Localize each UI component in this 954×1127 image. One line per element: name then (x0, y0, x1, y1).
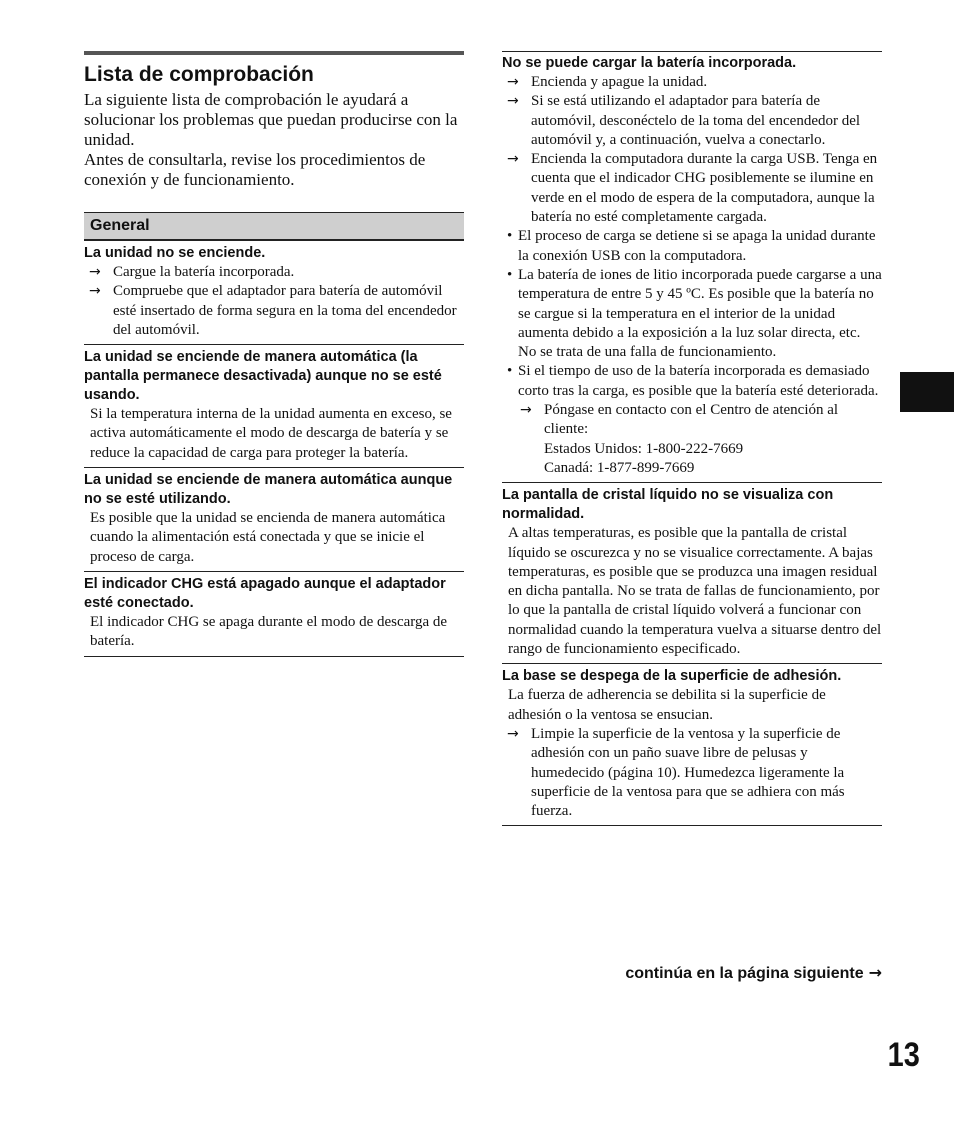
title-rule (84, 51, 464, 55)
contact-phone-us: Estados Unidos: 1-800-222-7669 (544, 440, 744, 457)
remedy-item: → Encienda y apague la unidad. (502, 73, 882, 92)
note-bullet: • La batería de iones de litio incorporada puede cargarse a una temperatura de entre 5 y 45 ºC. Es posible que la batería no se cargue si la temperatura en el interior de la unidad aumenta debido a la exposición a la luz solar directa, etc. No se trata de una falla de funcionamiento. (502, 266, 882, 362)
continue-text: continúa en la página siguiente (625, 965, 864, 982)
troubleshoot-entry (502, 483, 882, 664)
note-bullet: • El proceso de carga se detiene si se apaga la unidad durante la conexión USB con la computadora. (502, 227, 882, 266)
continue-note (502, 963, 882, 983)
entry-text: La fuerza de adherencia se debilita si la superficie de adhesión o la ventosa se ensucian. (508, 687, 826, 723)
section-tab-marker (900, 372, 954, 412)
entry-heading: La base se despega de la superficie de adhesión. (502, 668, 842, 685)
troubleshoot-entry (84, 572, 464, 657)
remedy-item: → Póngase en contacto con el Centro de atención al cliente: (502, 401, 882, 440)
troubleshoot-entry (502, 664, 882, 826)
troubleshoot-entry (84, 345, 464, 468)
entry-text: Es posible que la unidad se encienda de manera automática cuando la alimentación está conectada y que se inicie el proceso de carga. (90, 510, 446, 565)
intro (84, 90, 464, 190)
section-header-general: General (84, 212, 464, 241)
troubleshoot-entry (84, 241, 464, 345)
right-column (502, 51, 882, 826)
entry-heading: No se puede cargar la batería incorporada. (502, 55, 797, 71)
entry-heading: La pantalla de cristal líquido no se visualiza con normalidad. (502, 487, 834, 523)
entry-text: El indicador CHG se apaga durante el modo de descarga de batería. (90, 613, 448, 650)
remedy-item: → Limpie la superficie de la ventosa y la superficie de adhesión con un paño suave libre de pelusas y humedecido (página 10). Humedezca ligeramente la superficie de la ventosa para que se adhiera con más fuerza. (502, 725, 882, 821)
remedy-item: → Cargue la batería incorporada. (84, 263, 464, 282)
troubleshoot-entry (502, 52, 882, 483)
left-column (84, 51, 464, 657)
entry-heading: La unidad no se enciende. (84, 245, 266, 261)
contact-phone-ca: Canadá: 1-877-899-7669 (544, 459, 695, 476)
entry-heading: La unidad se enciende de manera automática aunque no se esté utilizando. (84, 472, 453, 508)
intro-paragraph: Antes de consultarla, revise los procedimientos de conexión y de funcionamiento. (84, 150, 426, 189)
arrow-right-icon: → (868, 963, 882, 982)
remedy-item: → Encienda la computadora durante la carga USB. Tenga en cuenta que el indicador CHG posiblemente se ilumine en verde en el modo de espera de la computadora, aunque la batería no esté completamente cargada. (502, 150, 882, 227)
entry-text: Si la temperatura interna de la unidad aumenta en exceso, se activa automáticamente el modo de descarga de batería y se reduce la capacidad de carga para proteger la batería. (90, 406, 452, 461)
remedy-item: → Compruebe que el adaptador para batería de automóvil esté insertado de forma segura en la toma del encendedor del automóvil. (84, 282, 464, 340)
page-title: Lista de comprobación (84, 63, 314, 86)
entry-heading: El indicador CHG está apagado aunque el adaptador esté conectado. (84, 575, 446, 611)
entry-heading: La unidad se enciende de manera automática (la pantalla permanece desactivada) aunque no se esté usando. (84, 349, 442, 404)
entry-text: A altas temperaturas, es posible que la pantalla de cristal líquido se oscurezca y no se visualice correctamente. A bajas temperaturas, es posible que se produzca una imagen residual en dicha pantalla. No se trata de fallas de funcionamiento, por lo que la pantalla de cristal líquido volverá a funcionar con normalidad cuando la temperatura vuelva a situarse dentro del rango de funcionamiento especificado. (508, 525, 882, 658)
remedy-item: → Si se está utilizando el adaptador para batería de automóvil, desconéctelo de la toma del encendedor del automóvil y, a continuación, vuelva a conectarlo. (502, 92, 882, 150)
intro-paragraph: La siguiente lista de comprobación le ayudará a solucionar los problemas que puedan producirse con la unidad. (84, 90, 458, 149)
note-bullet: • Si el tiempo de uso de la batería incorporada es demasiado corto tras la carga, es posible que la batería esté deteriorada. (502, 362, 882, 401)
troubleshoot-entry (84, 468, 464, 572)
page-number: 13 (887, 1036, 920, 1074)
